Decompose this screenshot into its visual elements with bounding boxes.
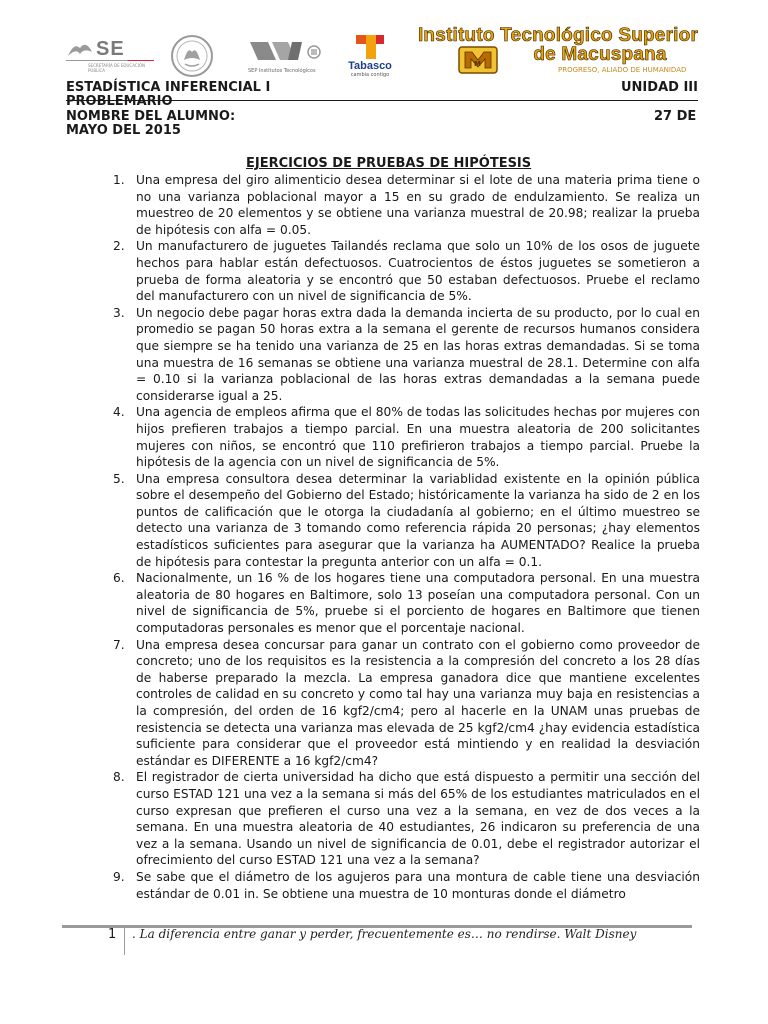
exercise-item xyxy=(66,305,700,405)
page-number: 1 xyxy=(108,927,117,942)
sep-logo-text: SE xyxy=(96,38,125,60)
footer-quote: . La diferencia entre ganar y perder, frecuentemente es… no rendirse. Walt Disney xyxy=(132,927,637,941)
exercise-number: 6. xyxy=(113,571,125,586)
tec-shield-icon xyxy=(248,38,332,68)
exercise-number: 7. xyxy=(113,637,125,652)
document-type: PROBLEMARIO xyxy=(66,94,173,109)
exercise-item xyxy=(66,404,700,470)
sep-tecnologicos-label: SEP Institutos Tecnológicos xyxy=(248,68,316,74)
national-seal-icon xyxy=(170,34,214,78)
logo-header xyxy=(0,0,768,80)
mexico-seal-logo xyxy=(170,34,214,78)
exercise-text: Una agencia de empleos afirma que el 80% de todas las solicitudes hechas por mujeres con hijos prefieren trabajos a tiempo parcial. En una muestra aleatoria de 200 solicitantes mujeres con niños, se encontró que 110 prefirieron trabajos a tiempo parcial. Pruebe la hipótesis de la agencia con un nivel de significancia de 5%. xyxy=(136,405,700,470)
exercise-item xyxy=(66,238,700,304)
tabasco-word: Tabasco xyxy=(348,60,392,72)
sep-tecnologicos-logo xyxy=(248,38,332,76)
exercise-item xyxy=(66,637,700,770)
exercise-number: 3. xyxy=(113,305,125,320)
exercise-item xyxy=(66,471,700,571)
section-title: EJERCICIOS DE PRUEBAS DE HIPÓTESIS xyxy=(246,156,532,171)
exercise-text: El registrador de cierta universidad ha dicho que está dispuesto a permitir una sección del curso ESTAD 121 una vez a la semana si más del 65% de los estudiantes matriculados en el curso expresan que prefieren el curso una vez a la semana, en vez de dos veces a la semana. En una muestra aleatoria de 40 estudiantes, 26 indicaron su preferencia de una vez a la semana. Usando un nivel de significancia de 0.01, debe el registrador autorizar el ofrecimiento del curso ESTAD 121 una vez a la semana? xyxy=(136,770,700,868)
institute-title-line1: Instituto Tecnológico Superior xyxy=(417,25,699,46)
exercise-number: 9. xyxy=(113,869,125,884)
tabasco-logo xyxy=(344,33,396,78)
exercise-item xyxy=(66,769,700,869)
exercise-item xyxy=(66,570,700,636)
date-day: 27 DE xyxy=(654,109,697,124)
exercise-number: 2. xyxy=(113,239,125,254)
date-rest: MAYO DEL 2015 xyxy=(66,123,181,138)
footer-separator xyxy=(124,927,125,955)
header-divider xyxy=(66,100,698,101)
m-emblem-letter: M xyxy=(474,60,481,68)
unit-label: UNIDAD III xyxy=(621,80,698,95)
sep-logo-subtitle: SECRETARÍA DE EDUCACIÓN PÚBLICA xyxy=(88,63,145,73)
tabasco-t-icon xyxy=(344,33,396,61)
sep-logo-rule xyxy=(66,60,154,61)
exercise-list xyxy=(66,172,700,902)
exercise-text: Una empresa consultora desea determinar la variablidad existente en la opinión pública sobre el desempeño del Gobierno del Estado; históricamente la varianza ha sido de 2 en los puntos de calificación que le otorga la ciudadanía al gobierno; en el último muestreo se detecto una varianza de 3 tomando como referencia rápida 20 personas; ¿hay elementos estadísticos suficientes para asegurar que la varianza ha AUMENTADO? Realice la prueba de hipótesis para contestar la pregunta anterior con un alfa = 0.1. xyxy=(136,471,700,569)
institute-title-line2: de Macuspana xyxy=(533,44,667,65)
exercise-item xyxy=(66,869,700,902)
eagle-emblem-icon xyxy=(66,38,94,60)
exercise-text: Una empresa desea concursar para ganar un contrato con el gobierno como proveedor de concreto; uno de los requisitos es la resistencia a la compresión del concreto a los 28 días de haberse preparado la mezcla. La empresa ganadora dice que mantiene excelentes controles de calidad en su concreto y como tal hay una varianza muy baja en resistencias a la compresión, del orden de 16 kgf2/cm4; pero al hacerle en la UNAM unas pruebas de resistencia se detecta una varianza mas elevada de 25 kgf2/cm4 ¿hay evidencia estadística suficiente para considerar que el proveedor está mintiendo y en realidad la desviación estándar es DIFERENTE a 16 kgf2/cm4? xyxy=(136,637,700,768)
student-name-label: NOMBRE DEL ALUMNO: xyxy=(66,109,236,124)
course-name: ESTADÍSTICA INFERENCIAL I xyxy=(66,80,271,95)
exercise-text: Una empresa del giro alimenticio desea determinar si el lote de una materia prima tiene o no una varianza poblacional mayor a 15 en su grado de endulzamiento. Se realiza un muestreo de 20 elementos y se obtiene una varianza muestral de 20.98; realizar la prueba de hipótesis con alfa = 0.05. xyxy=(136,173,700,237)
tabasco-subtitle: cambia contigo xyxy=(350,72,390,78)
itsm-m-logo xyxy=(458,46,498,74)
sep-logo xyxy=(66,38,154,72)
exercise-number: 4. xyxy=(113,405,125,420)
exercise-number: 1. xyxy=(113,173,125,187)
exercise-number: 8. xyxy=(113,770,125,785)
exercise-number: 5. xyxy=(113,471,125,486)
exercise-text: Nacionalmente, un 16 % de los hogares tiene una computadora personal. En una muestra aleatoria de 80 hogares en Baltimore, solo 13 poseían una computadora personal. Con un nivel de significancia de 5%, pruebe si el porciento de hogares en Baltimore que tienen computadoras personales es menor que el porcentaje nacional. xyxy=(136,571,700,636)
institute-motto: PROGRESO, ALIADO DE HUMANIDAD xyxy=(558,66,687,74)
exercise-text: Un manufacturero de juguetes Tailandés reclama que solo un 10% de los osos de juguete hechos para hablar están defectuosos. Cuatrocientos de éstos juguetes se sometieron a prueba de forma aleatoria y se encontró que 50 estaban defectuosos. Pruebe el reclamo del manufacturero con un nivel de significancia de 5%. xyxy=(136,239,700,304)
institute-title xyxy=(408,26,708,64)
exercise-text: Se sabe que el diámetro de los agujeros para una montura de cable tiene una desviación estándar de 0.01 in. Se obtiene una muestra de 10 monturas donde el diámetro xyxy=(136,869,700,901)
exercise-item xyxy=(66,172,700,238)
exercise-text: Un negocio debe pagar horas extra dada la demanda incierta de su producto, por lo cual en promedio se pagan 50 horas extra a la semana el gerente de recursos humanos considera que siempre se ha tenido una varianza de 25 en las horas extras demandadas. Si se toma una muestra de 16 semanas se obtiene una varianza muestral de 28.1. Determine con alfa = 0.10 si la varianza poblacional de las horas extras demandadas a la semana puede considerarse igual a 25. xyxy=(136,305,700,403)
